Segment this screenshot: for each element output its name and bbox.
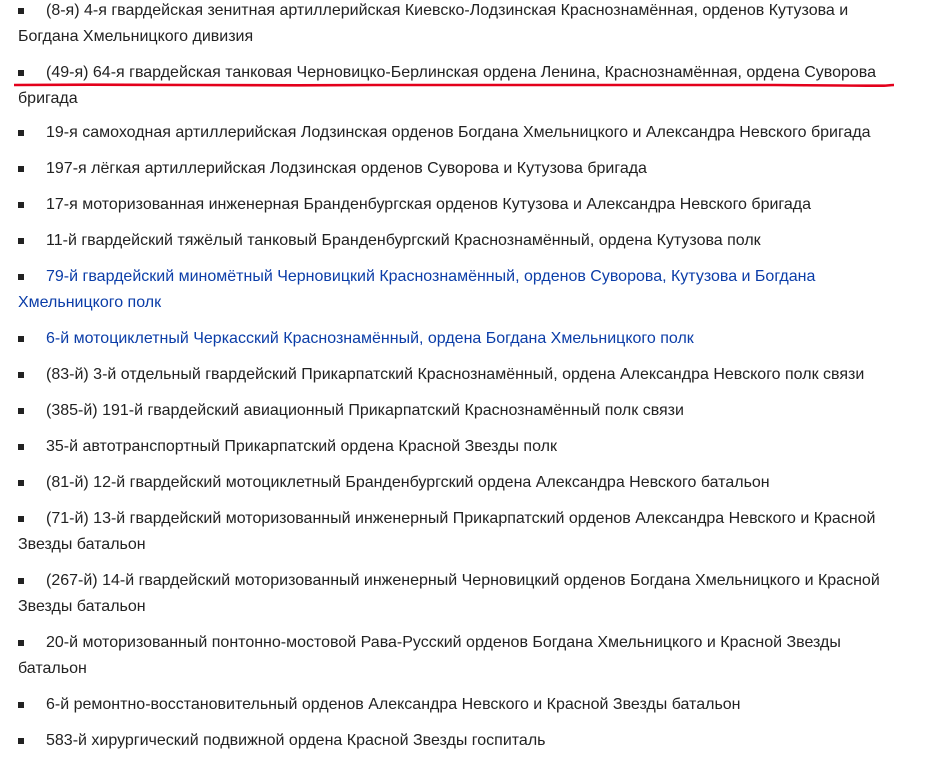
bullet-icon — [18, 274, 24, 280]
bullet-icon — [18, 238, 24, 244]
list-item — [18, 568, 888, 620]
bullet-icon — [18, 702, 24, 708]
bullet-icon — [18, 70, 24, 76]
list-item-text: (49-я) 64-я гвардейская танковая Черновицко-Берлинская ордена Ленина, Краснознамённая, ордена Суворова бригада — [18, 64, 876, 107]
list-item-text: 17-я моторизованная инженерная Бранденбургская орденов Кутузова и Александра Невского бригада — [46, 196, 812, 213]
list-item — [18, 120, 888, 146]
list-item-text: (71-й) 13-й гвардейский моторизованный инженерный Прикарпатский орденов Александра Невского и Красной Звезды батальон — [18, 510, 876, 553]
list-item — [18, 692, 888, 718]
bullet-icon — [18, 640, 24, 646]
bullet-icon — [18, 130, 24, 136]
list-item — [18, 398, 888, 424]
list-item — [18, 0, 888, 50]
list-item-link[interactable] — [18, 326, 888, 352]
list-item — [18, 228, 888, 254]
list-item-text: (81-й) 12-й гвардейский мотоциклетный Бранденбургский ордена Александра Невского батальон — [46, 474, 770, 491]
list-item — [18, 362, 888, 388]
bullet-icon — [18, 408, 24, 414]
bullet-icon — [18, 202, 24, 208]
list-item-text: 35-й автотранспортный Прикарпатский ордена Красной Звезды полк — [46, 438, 557, 455]
bullet-icon — [18, 444, 24, 450]
list-item-text: 11-й гвардейский тяжёлый танковый Бранденбургский Краснознамённый, ордена Кутузова полк — [46, 232, 761, 249]
bullet-icon — [18, 8, 24, 14]
bullet-icon — [18, 336, 24, 342]
list-item-text: (267-й) 14-й гвардейский моторизованный инженерный Черновицкий орденов Богдана Хмельницкого и Красной Звезды батальон — [18, 572, 880, 615]
list-item — [18, 470, 888, 496]
list-item — [18, 728, 888, 754]
list-item-link[interactable] — [18, 264, 888, 316]
list-item-text: 583-й хирургический подвижной ордена Красной Звезды госпиталь — [46, 732, 546, 749]
list-item — [18, 192, 888, 218]
unit-link[interactable]: 6-й мотоциклетный Черкасский Краснознамённый, ордена Богдана Хмельницкого полк — [46, 330, 694, 347]
list-item — [18, 506, 888, 558]
list-item — [18, 630, 888, 682]
list-item-text: (385-й) 191-й гвардейский авиационный Прикарпатский Краснознамённый полк связи — [46, 402, 684, 419]
list-item-text: 20-й моторизованный понтонно-мостовой Рава-Русский орденов Богдана Хмельницкого и Красной Звезды батальон — [18, 634, 841, 677]
list-item — [18, 60, 888, 112]
list-item — [18, 156, 888, 182]
bullet-icon — [18, 578, 24, 584]
list-item-text: (8-я) 4-я гвардейская зенитная артиллерийская Киевско-Лодзинская Краснознамённая, орденов Кутузова и Богдана Хмельницкого дивизия — [18, 2, 849, 45]
bullet-icon — [18, 516, 24, 522]
bullet-icon — [18, 738, 24, 744]
list-item-text: 197-я лёгкая артиллерийская Лодзинская орденов Суворова и Кутузова бригада — [46, 160, 647, 177]
list-item-text: 6-й ремонтно-восстановительный орденов Александра Невского и Красной Звезды батальон — [46, 696, 741, 713]
list-item-text: 19-я самоходная артиллерийская Лодзинская орденов Богдана Хмельницкого и Александра Невского бригада — [46, 124, 871, 141]
bullet-icon — [18, 166, 24, 172]
list-item-text: (83-й) 3-й отдельный гвардейский Прикарпатский Краснознамённый, ордена Александра Невского полк связи — [46, 366, 865, 383]
unit-link[interactable]: 79-й гвардейский миномётный Черновицкий Краснознамённый, орденов Суворова, Кутузова и Богдана Хмельницкого полк — [18, 268, 816, 311]
bullet-icon — [18, 372, 24, 378]
list-item — [18, 434, 888, 460]
bullet-icon — [18, 480, 24, 486]
